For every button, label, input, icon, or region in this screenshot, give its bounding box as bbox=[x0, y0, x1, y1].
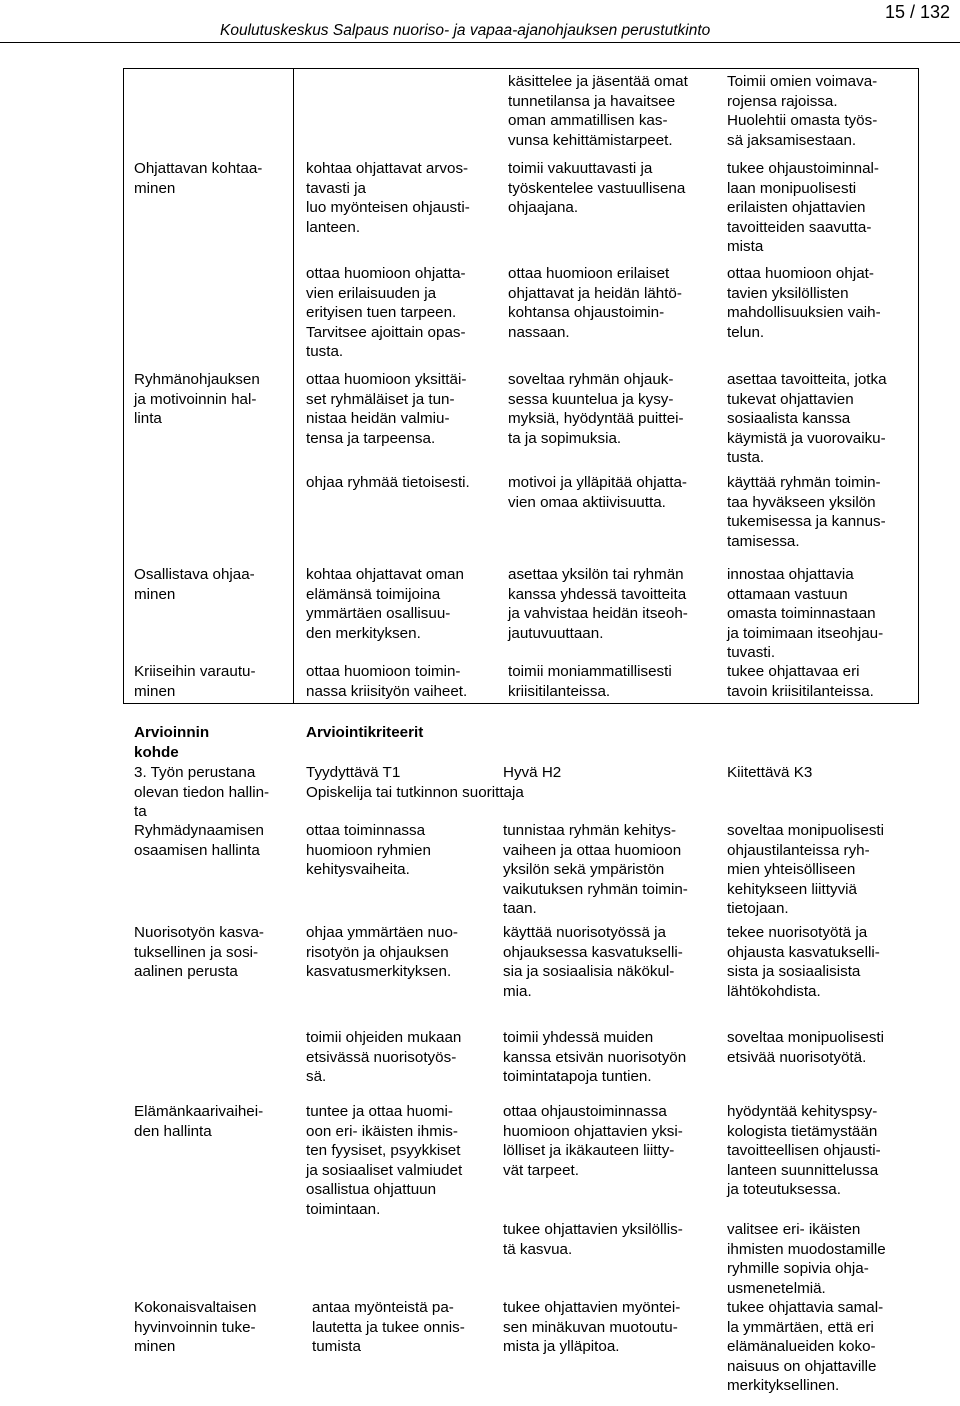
table1-row7-k3: tukee ohjattavaa eri tavoin kriisitilanteissa. bbox=[727, 663, 874, 700]
document-title: Koulutuskeskus Salpaus nuoriso- ja vapaa-ajanohjauksen perustutkinto bbox=[220, 22, 711, 39]
criteria-subheading: Opiskelija tai tutkinnon suorittaja bbox=[306, 784, 524, 801]
table1-row1-k3: Toimii omien voimava- rojensa rajoissa. Huolehtii omasta työs- sä jaksamisestaan. bbox=[727, 73, 878, 149]
table1-row3-k3: ottaa huomioon ohjat- tavien yksilöllisten mahdollisuuksien vaih- telun. bbox=[727, 265, 881, 341]
table1-row6-target: Osallistava ohjaa- minen bbox=[134, 566, 255, 603]
table1-row3-t1: ottaa huomioon ohjatta- vien erilaisuuden ja erityisen tuen tarpeen. Tarvitsee ajoittain opas- tusta. bbox=[306, 265, 466, 360]
table1-row7-t1: ottaa huomioon toimin- nassa kriisityön vaiheet. bbox=[306, 663, 468, 700]
page-number: 15 / 132 bbox=[884, 2, 950, 22]
table2-row2-t1: ohjaa ymmärtäen nuo- risotyön ja ohjauksen kasvatusmerkityksen. bbox=[306, 924, 458, 980]
assessment-target-heading: Arvioinnin kohde bbox=[134, 724, 210, 761]
assessment-criteria-heading: Arviointikriteerit bbox=[306, 724, 424, 741]
grade-t1-heading: Tyydyttävä T1 bbox=[306, 764, 401, 781]
table1-row3-h2: ottaa huomioon erilaiset ohjattavat ja heidän lähtö- kohtansa ohjaustoimin- nassaan. bbox=[508, 265, 682, 341]
table2-row3-t1: toimii ohjeiden mukaan etsivässä nuorisotyös- sä. bbox=[306, 1029, 462, 1085]
table1-row1-h2: käsittelee ja jäsentää omat tunnetilansa ja havaitsee oman ammatillisen kas- vunsa kehittämistarpeet. bbox=[508, 73, 688, 149]
table2-row2-h2: käyttää nuorisotyössä ja ohjauksessa kasvatukselli- sia ja sosiaalisia näkökul- mia. bbox=[503, 924, 683, 1000]
table1-row2-t1: kohtaa ohjattavat arvos- tavasti ja luo myönteisen ohjausti- lanteen. bbox=[306, 160, 470, 236]
table2-row6-t1: antaa myönteistä pa- lautetta ja tukee onnis- tumista bbox=[312, 1299, 465, 1355]
table2-row2-target: Nuorisotyön kasva- tuksellinen ja sosi- aalinen perusta bbox=[134, 924, 264, 980]
table2-row4-k3: hyödyntää kehityspsy- kologista tietämystään tavoitteellisen ohjausti- lanteen suunnittelussa ja toteutuksessa. bbox=[727, 1103, 881, 1198]
table1-row2-h2: toimii vakuuttavasti ja työskentelee vastuullisena ohjaajana. bbox=[508, 160, 686, 216]
table2-row2-k3: tekee nuorisotyötä ja ohjausta kasvatukselli- sista ja sosiaalisista lähtökohdista. bbox=[727, 924, 880, 1000]
table2-row1-t1: ottaa toiminnassa huomioon ryhmien kehitysvaiheita. bbox=[306, 822, 431, 878]
table2-row1-target: Ryhmädynaamisen osaamisen hallinta bbox=[134, 822, 264, 859]
table2-row4-target: Elämänkaarivaihei- den hallinta bbox=[134, 1103, 264, 1140]
table2-row5-h2: tukee ohjattavien yksilöllis- tä kasvua. bbox=[503, 1221, 683, 1258]
header-rule bbox=[0, 42, 960, 43]
table2-row5-k3: valitsee eri- ikäisten ihmisten muodostamille ryhmille sopivia ohja- usmenetelmiä. bbox=[727, 1221, 886, 1297]
table1-row5-k3: käyttää ryhmän toimin- taa hyväkseen yksilön tukemisessa ja kannus- tamisessa. bbox=[727, 474, 886, 550]
table1-row6-h2: asettaa yksilön tai ryhmän kanssa yhdessä tavoitteita ja vahvistaa heidän itseoh- jautuvuuttaan. bbox=[508, 566, 688, 642]
table2-row1-k3: soveltaa monipuolisesti ohjaustilanteissa ryh- mien yhteisölliseen kehitykseen liittyviä tietojaan. bbox=[727, 822, 885, 917]
table2-row1-h2: tunnistaa ryhmän kehitys- vaiheen ja ottaa huomioon yksilön sekä ympäristön vaikutuksen ryhmän toimin- taan. bbox=[503, 822, 688, 917]
grade-k3-heading: Kiitettävä K3 bbox=[727, 764, 813, 781]
table1-row5-h2: motivoi ja ylläpitää ohjatta- vien omaa aktiivisuutta. bbox=[508, 474, 687, 511]
table1-row7-h2: toimii moniammatillisesti kriisitilanteissa. bbox=[508, 663, 672, 700]
table1-row4-h2: soveltaa ryhmän ohjauk- sessa kuuntelua ja kysy- myksiä, hyödyntää puittei- ta ja sopimuksia. bbox=[508, 371, 684, 447]
table1-row5-t1: ohjaa ryhmää tietoisesti. bbox=[306, 474, 470, 491]
table1-row2-k3: tukee ohjaustoiminnal- laan monipuolisesti erilaisten ohjattavien tavoitteiden saavutta- mista bbox=[727, 160, 879, 255]
table1-row6-t1: kohtaa ohjattavat oman elämänsä toimijoina ymmärtäen osallisuu- den merkityksen. bbox=[306, 566, 464, 642]
table1-row4-target: Ryhmänohjauksen ja motivoinnin hal- linta bbox=[134, 371, 260, 427]
page-header bbox=[0, 0, 960, 50]
table1-row4-t1: ottaa huomioon yksittäi- set ryhmäläiset ja tun- nistaa heidän valmiu- tensa ja tarpeensa. bbox=[306, 371, 467, 447]
table2-row4-h2: ottaa ohjaustoiminnassa huomioon ohjattavien yksi- lölliset ja ikäkauteen liitty- vät tarpeet. bbox=[503, 1103, 683, 1179]
table1-row4-k3: asettaa tavoitteita, jotka tukevat ohjattavien sosiaalista kanssa käymistä ja vuorovaiku- tusta. bbox=[727, 371, 887, 466]
table1-divider-1 bbox=[293, 68, 294, 704]
table2-row3-h2: toimii yhdessä muiden kanssa etsivän nuorisotyön toimintatapoja tuntien. bbox=[503, 1029, 687, 1085]
table1-row6-k3: innostaa ohjattavia ottamaan vastuun omasta toiminnastaan ja toimimaan itseohjau- tuvasti. bbox=[727, 566, 884, 661]
table1-row7-target: Kriiseihin varautu- minen bbox=[134, 663, 256, 700]
table2-row6-h2: tukee ohjattavien myöntei- sen minäkuvan muotoutu- mista ja ylläpitoa. bbox=[503, 1299, 681, 1355]
table2-row3-k3: soveltaa monipuolisesti etsivää nuorisotyötä. bbox=[727, 1029, 885, 1066]
table2-row6-k3: tukee ohjattavia samal- la ymmärtäen, että eri elämänalueiden koko- naisuus on ohjattaville merkityksellinen. bbox=[727, 1299, 884, 1394]
grade-h2-heading: Hyvä H2 bbox=[503, 764, 562, 781]
table1-row2-target: Ohjattavan kohtaa- minen bbox=[134, 160, 263, 197]
table2-row4-t1: tuntee ja ottaa huomi- oon eri- ikäisten ihmis- ten fyysiset, psyykkiset ja sosiaaliset valmiudet osallistua ohjattuun toimintaan. bbox=[306, 1103, 463, 1218]
section-heading: 3. Työn perustana olevan tiedon hallin- ta bbox=[134, 764, 270, 820]
table2-row6-target: Kokonaisvaltaisen hyvinvoinnin tuke- minen bbox=[134, 1299, 257, 1355]
